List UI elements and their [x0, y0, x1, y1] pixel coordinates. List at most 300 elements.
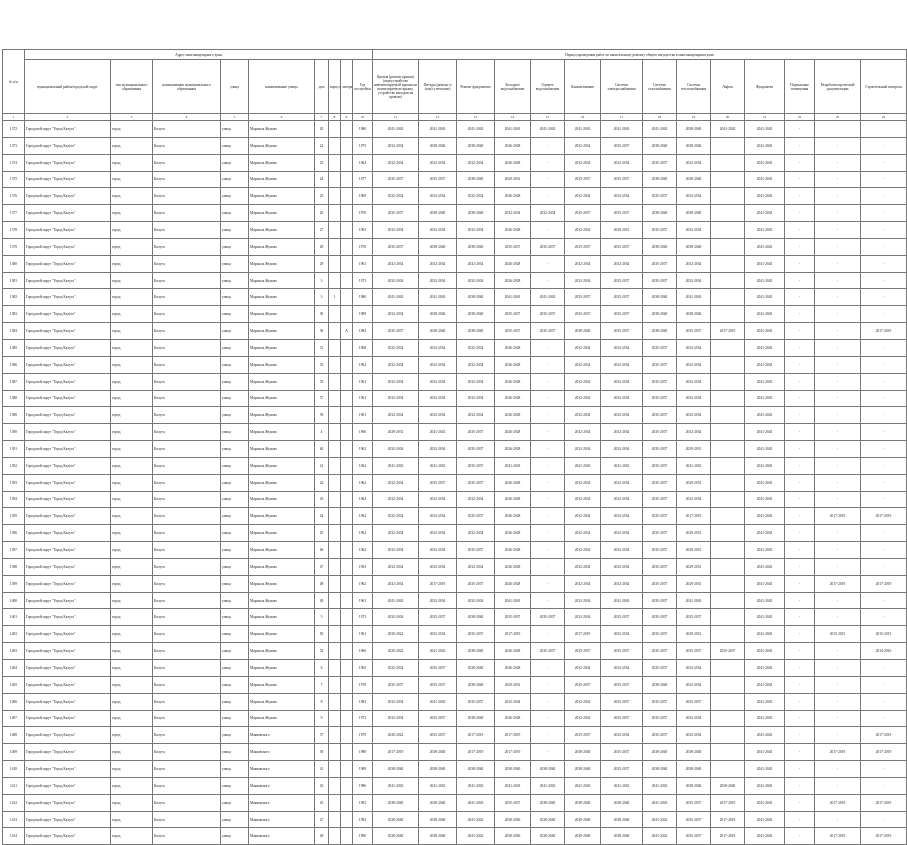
table-cell[interactable]: 2032-2034: [565, 407, 601, 424]
table-cell[interactable]: 2041-2043: [745, 811, 785, 828]
table-cell[interactable]: 2041-2043: [745, 828, 785, 845]
table-cell[interactable]: [329, 575, 341, 592]
table-cell[interactable]: Маршала Жукова: [249, 609, 315, 626]
table-cell[interactable]: 2038-2040: [419, 205, 457, 222]
table-cell[interactable]: 22: [315, 137, 329, 154]
table-cell[interactable]: [711, 373, 745, 390]
table-cell[interactable]: 2032-2034: [601, 626, 643, 643]
table-cell[interactable]: 2041-2043: [745, 558, 785, 575]
table-cell[interactable]: 2026-2028: [495, 356, 531, 373]
table-cell[interactable]: 2032-2034: [677, 188, 711, 205]
table-cell[interactable]: -: [785, 710, 815, 727]
table-cell[interactable]: Городской округ "Город Калуга": [25, 828, 111, 845]
table-cell[interactable]: 2035-2037: [601, 306, 643, 323]
table-cell[interactable]: 2032-2034: [601, 373, 643, 390]
table-cell[interactable]: 1407: [3, 710, 25, 727]
table-cell[interactable]: 2035-2037: [373, 238, 419, 255]
table-cell[interactable]: 1993: [353, 811, 373, 828]
table-cell[interactable]: [341, 390, 353, 407]
table-cell[interactable]: улица: [221, 491, 249, 508]
table-cell[interactable]: 2029-2031: [677, 558, 711, 575]
table-cell[interactable]: 2035-2037: [419, 676, 457, 693]
table-cell[interactable]: 2015-2015: [815, 626, 861, 643]
table-cell[interactable]: город: [111, 592, 153, 609]
table-cell[interactable]: 2035-2037: [677, 794, 711, 811]
table-cell[interactable]: 2041-2043: [745, 761, 785, 778]
table-row[interactable]: [3, 761, 907, 778]
table-cell[interactable]: 2041-2043: [745, 222, 785, 239]
table-cell[interactable]: улица: [221, 609, 249, 626]
table-cell[interactable]: Маршала Жукова: [249, 424, 315, 441]
table-cell[interactable]: [329, 407, 341, 424]
table-cell[interactable]: 2032-2034: [457, 154, 495, 171]
table-cell[interactable]: 2032-2034: [601, 558, 643, 575]
table-cell[interactable]: [329, 356, 341, 373]
table-cell[interactable]: Маяковского: [249, 727, 315, 744]
table-cell[interactable]: 1391: [3, 441, 25, 458]
table-cell[interactable]: Калуга: [153, 727, 221, 744]
table-cell[interactable]: 2038-2040: [419, 306, 457, 323]
table-cell[interactable]: 2041-2043: [745, 508, 785, 525]
table-cell[interactable]: 2026-2028: [495, 222, 531, 239]
table-cell[interactable]: 2035-2037: [565, 306, 601, 323]
table-cell[interactable]: -: [785, 154, 815, 171]
table-cell[interactable]: 2017-2019: [815, 794, 861, 811]
table-cell[interactable]: Калуга: [153, 222, 221, 239]
table-cell[interactable]: Городской округ "Город Калуга": [25, 441, 111, 458]
table-cell[interactable]: -: [785, 289, 815, 306]
table-cell[interactable]: 2032-2034: [601, 356, 643, 373]
table-cell[interactable]: 2041-2043: [745, 609, 785, 626]
table-cell[interactable]: [329, 592, 341, 609]
table-cell[interactable]: [329, 457, 341, 474]
table-cell[interactable]: 23: [315, 154, 329, 171]
table-cell[interactable]: 2035-2037: [643, 727, 677, 744]
table-cell[interactable]: 1989: [353, 306, 373, 323]
table-cell[interactable]: 1962: [353, 356, 373, 373]
table-cell[interactable]: 3: [315, 272, 329, 289]
table-cell[interactable]: 2032-2034: [419, 491, 457, 508]
table-cell[interactable]: [341, 828, 353, 845]
table-cell[interactable]: 41: [315, 457, 329, 474]
table-cell[interactable]: -: [531, 542, 565, 559]
table-cell[interactable]: Калуга: [153, 828, 221, 845]
table-cell[interactable]: 6: [315, 660, 329, 677]
table-cell[interactable]: 2032-2034: [373, 542, 419, 559]
table-cell[interactable]: 2035-2037: [677, 323, 711, 340]
table-cell[interactable]: [341, 289, 353, 306]
table-cell[interactable]: 2035-2037: [643, 339, 677, 356]
table-cell[interactable]: -: [785, 188, 815, 205]
table-cell[interactable]: улица: [221, 137, 249, 154]
table-cell[interactable]: -: [531, 222, 565, 239]
table-cell[interactable]: Маршала Жукова: [249, 373, 315, 390]
table-cell[interactable]: город: [111, 457, 153, 474]
table-cell[interactable]: 1411: [3, 777, 25, 794]
table-cell[interactable]: -: [861, 441, 907, 458]
table-row[interactable]: [3, 811, 907, 828]
table-cell[interactable]: улица: [221, 339, 249, 356]
table-cell[interactable]: город: [111, 171, 153, 188]
table-cell[interactable]: [341, 457, 353, 474]
table-cell[interactable]: [711, 272, 745, 289]
table-cell[interactable]: -: [785, 205, 815, 222]
table-cell[interactable]: город: [111, 744, 153, 761]
table-cell[interactable]: 2035-2037: [643, 491, 677, 508]
table-cell[interactable]: [329, 474, 341, 491]
table-cell[interactable]: 33: [315, 356, 329, 373]
table-cell[interactable]: 2041-2043: [745, 693, 785, 710]
table-cell[interactable]: 2017-2019: [677, 508, 711, 525]
table-cell[interactable]: 2038-2040: [677, 306, 711, 323]
table-cell[interactable]: 2035-2037: [643, 609, 677, 626]
table-cell[interactable]: [711, 575, 745, 592]
table-cell[interactable]: улица: [221, 794, 249, 811]
table-cell[interactable]: 2038-2040: [419, 761, 457, 778]
table-row[interactable]: [3, 289, 907, 306]
table-cell[interactable]: Калуга: [153, 306, 221, 323]
table-cell[interactable]: [329, 222, 341, 239]
table-cell[interactable]: [711, 609, 745, 626]
table-cell[interactable]: 1961: [353, 626, 373, 643]
table-cell[interactable]: [329, 390, 341, 407]
table-cell[interactable]: 49: [315, 828, 329, 845]
table-cell[interactable]: 2041-2043: [531, 777, 565, 794]
table-cell[interactable]: -: [531, 474, 565, 491]
table-cell[interactable]: 47: [315, 811, 329, 828]
table-cell[interactable]: 2041-2043: [457, 777, 495, 794]
table-cell[interactable]: [711, 205, 745, 222]
table-cell[interactable]: 2029-2031: [677, 542, 711, 559]
table-cell[interactable]: -: [815, 660, 861, 677]
table-cell[interactable]: город: [111, 643, 153, 660]
table-cell[interactable]: 2038-2040: [643, 323, 677, 340]
table-cell[interactable]: улица: [221, 306, 249, 323]
table-cell[interactable]: 2041-2043: [457, 121, 495, 138]
table-cell[interactable]: 2032-2034: [419, 592, 457, 609]
table-cell[interactable]: 2035-2037: [601, 238, 643, 255]
table-cell[interactable]: 2032-2034: [373, 188, 419, 205]
table-cell[interactable]: 48: [315, 575, 329, 592]
table-cell[interactable]: [711, 289, 745, 306]
table-cell[interactable]: -: [531, 525, 565, 542]
table-cell[interactable]: [329, 609, 341, 626]
table-cell[interactable]: 2038-2040: [711, 777, 745, 794]
table-cell[interactable]: 2029-2031: [677, 474, 711, 491]
table-cell[interactable]: 2032-2034: [419, 255, 457, 272]
table-cell[interactable]: 2032-2034: [419, 558, 457, 575]
table-cell[interactable]: 1966: [353, 643, 373, 660]
table-cell[interactable]: -: [815, 390, 861, 407]
table-cell[interactable]: 2032-2034: [601, 424, 643, 441]
table-cell[interactable]: [341, 491, 353, 508]
table-cell[interactable]: 2017-2019: [457, 744, 495, 761]
table-cell[interactable]: 2014-2016: [861, 643, 907, 660]
table-cell[interactable]: 2032-2034: [373, 137, 419, 154]
table-cell[interactable]: 2032-2034: [373, 390, 419, 407]
table-cell[interactable]: -: [815, 457, 861, 474]
table-cell[interactable]: [329, 660, 341, 677]
table-cell[interactable]: 27: [315, 222, 329, 239]
table-cell[interactable]: 2032-2034: [565, 575, 601, 592]
table-cell[interactable]: улица: [221, 289, 249, 306]
table-cell[interactable]: 2017-2019: [419, 575, 457, 592]
table-cell[interactable]: 52: [315, 643, 329, 660]
table-cell[interactable]: [341, 154, 353, 171]
table-cell[interactable]: 1377: [3, 205, 25, 222]
table-cell[interactable]: -: [531, 744, 565, 761]
table-cell[interactable]: 2032-2034: [419, 525, 457, 542]
table-cell[interactable]: 1372: [3, 121, 25, 138]
table-cell[interactable]: Городской округ "Город Калуга": [25, 575, 111, 592]
table-cell[interactable]: 2038-2040: [643, 676, 677, 693]
table-cell[interactable]: 2038-2040: [643, 205, 677, 222]
table-cell[interactable]: 2038-2040: [677, 205, 711, 222]
table-cell[interactable]: -: [861, 491, 907, 508]
table-cell[interactable]: 2035-2037: [531, 643, 565, 660]
table-cell[interactable]: -: [531, 491, 565, 508]
table-cell[interactable]: -: [815, 373, 861, 390]
table-cell[interactable]: 1381: [3, 272, 25, 289]
table-cell[interactable]: 1964: [353, 154, 373, 171]
table-cell[interactable]: -: [785, 660, 815, 677]
table-cell[interactable]: 1962: [353, 441, 373, 458]
table-cell[interactable]: 2038-2040: [677, 744, 711, 761]
table-cell[interactable]: 2038-2040: [643, 137, 677, 154]
table-cell[interactable]: 2035-2037: [419, 710, 457, 727]
table-cell[interactable]: 2041-2043: [745, 727, 785, 744]
table-cell[interactable]: [711, 238, 745, 255]
table-cell[interactable]: 1406: [3, 693, 25, 710]
table-cell[interactable]: улица: [221, 373, 249, 390]
table-cell[interactable]: -: [531, 441, 565, 458]
table-cell[interactable]: 2032-2034: [601, 660, 643, 677]
table-cell[interactable]: 2035-2037: [457, 508, 495, 525]
table-cell[interactable]: 2017-2019: [495, 744, 531, 761]
table-cell[interactable]: Маршала Жукова: [249, 188, 315, 205]
table-cell[interactable]: 39: [315, 744, 329, 761]
table-cell[interactable]: Калуга: [153, 508, 221, 525]
table-cell[interactable]: 2038-2040: [643, 744, 677, 761]
table-cell[interactable]: 2032-2034: [677, 255, 711, 272]
table-cell[interactable]: 1379: [3, 238, 25, 255]
table-cell[interactable]: 2041-2043: [745, 373, 785, 390]
table-cell[interactable]: 28: [315, 238, 329, 255]
table-cell[interactable]: Городской округ "Город Калуга": [25, 356, 111, 373]
table-cell[interactable]: Маяковского: [249, 811, 315, 828]
table-cell[interactable]: [329, 525, 341, 542]
table-cell[interactable]: [711, 727, 745, 744]
table-cell[interactable]: 2026-2028: [495, 255, 531, 272]
table-cell[interactable]: -: [815, 491, 861, 508]
table-cell[interactable]: 1980: [353, 121, 373, 138]
table-cell[interactable]: 1988: [353, 744, 373, 761]
table-cell[interactable]: 1413: [3, 811, 25, 828]
table-cell[interactable]: Маршала Жукова: [249, 592, 315, 609]
table-cell[interactable]: город: [111, 558, 153, 575]
table-cell[interactable]: 2029-2031: [495, 171, 531, 188]
table-cell[interactable]: [711, 474, 745, 491]
table-cell[interactable]: улица: [221, 592, 249, 609]
table-cell[interactable]: улица: [221, 424, 249, 441]
table-cell[interactable]: -: [785, 339, 815, 356]
table-cell[interactable]: 1390: [3, 424, 25, 441]
table-cell[interactable]: [329, 323, 341, 340]
table-cell[interactable]: Калуга: [153, 390, 221, 407]
table-row[interactable]: [3, 255, 907, 272]
table-cell[interactable]: -: [531, 339, 565, 356]
table-cell[interactable]: -: [785, 676, 815, 693]
table-cell[interactable]: 1976: [353, 238, 373, 255]
table-cell[interactable]: 1975: [353, 137, 373, 154]
table-row[interactable]: [3, 238, 907, 255]
table-cell[interactable]: 2032-2034: [373, 373, 419, 390]
table-cell[interactable]: Калуга: [153, 542, 221, 559]
table-cell[interactable]: 1396: [3, 525, 25, 542]
table-cell[interactable]: -: [815, 761, 861, 778]
table-cell[interactable]: город: [111, 441, 153, 458]
table-cell[interactable]: 43: [315, 777, 329, 794]
table-cell[interactable]: -: [531, 457, 565, 474]
table-cell[interactable]: улица: [221, 828, 249, 845]
table-cell[interactable]: 1384: [3, 323, 25, 340]
table-cell[interactable]: 1963: [353, 558, 373, 575]
table-cell[interactable]: -: [815, 323, 861, 340]
table-cell[interactable]: 2041-2043: [419, 424, 457, 441]
table-cell[interactable]: 2015-2015: [861, 626, 907, 643]
table-cell[interactable]: 2041-2043: [745, 474, 785, 491]
table-cell[interactable]: 2035-2037: [643, 542, 677, 559]
table-cell[interactable]: 2017-2019: [861, 727, 907, 744]
table-cell[interactable]: 2032-2034: [601, 491, 643, 508]
table-cell[interactable]: Маршала Жукова: [249, 457, 315, 474]
table-cell[interactable]: Маяковского: [249, 761, 315, 778]
table-cell[interactable]: Маршала Жукова: [249, 289, 315, 306]
table-row[interactable]: [3, 542, 907, 559]
table-cell[interactable]: 1394: [3, 491, 25, 508]
table-cell[interactable]: -: [861, 238, 907, 255]
table-cell[interactable]: 2035-2037: [601, 710, 643, 727]
table-cell[interactable]: [329, 171, 341, 188]
table-cell[interactable]: 2038-2040: [601, 811, 643, 828]
table-cell[interactable]: 2029-2031: [677, 626, 711, 643]
table-cell[interactable]: Городской округ "Город Калуга": [25, 542, 111, 559]
table-cell[interactable]: Калуга: [153, 339, 221, 356]
table-cell[interactable]: 24: [315, 171, 329, 188]
table-cell[interactable]: 2017-2019: [565, 626, 601, 643]
table-cell[interactable]: -: [861, 710, 907, 727]
table-cell[interactable]: 2032-2034: [495, 693, 531, 710]
table-cell[interactable]: -: [815, 306, 861, 323]
table-cell[interactable]: 2038-2040: [531, 761, 565, 778]
table-cell[interactable]: 2038-2040: [457, 306, 495, 323]
table-cell[interactable]: 2041-2043: [419, 289, 457, 306]
table-cell[interactable]: Городской округ "Город Калуга": [25, 121, 111, 138]
table-cell[interactable]: -: [815, 643, 861, 660]
table-cell[interactable]: [341, 474, 353, 491]
table-cell[interactable]: 2017-2019: [815, 575, 861, 592]
table-cell[interactable]: [329, 272, 341, 289]
table-cell[interactable]: -: [785, 474, 815, 491]
table-cell[interactable]: -: [861, 154, 907, 171]
table-cell[interactable]: 2038-2040: [457, 710, 495, 727]
table-cell[interactable]: 1992: [353, 794, 373, 811]
table-cell[interactable]: -: [785, 693, 815, 710]
table-cell[interactable]: -: [785, 542, 815, 559]
table-cell[interactable]: 2041-2043: [419, 643, 457, 660]
table-cell[interactable]: 2035-2037: [643, 356, 677, 373]
table-cell[interactable]: 2041-2043: [745, 592, 785, 609]
table-cell[interactable]: улица: [221, 457, 249, 474]
table-cell[interactable]: Калуга: [153, 424, 221, 441]
table-cell[interactable]: -: [861, 289, 907, 306]
table-cell[interactable]: Калуга: [153, 777, 221, 794]
table-cell[interactable]: Городской округ "Город Калуга": [25, 255, 111, 272]
table-cell[interactable]: -: [785, 626, 815, 643]
table-cell[interactable]: -: [531, 171, 565, 188]
table-cell[interactable]: 2035-2037: [643, 222, 677, 239]
table-cell[interactable]: 2032-2034: [419, 626, 457, 643]
table-cell[interactable]: 4: [315, 424, 329, 441]
table-cell[interactable]: Маршала Жукова: [249, 306, 315, 323]
table-cell[interactable]: 2035-2037: [643, 188, 677, 205]
table-cell[interactable]: 2041-2043: [745, 794, 785, 811]
table-cell[interactable]: Маршала Жукова: [249, 356, 315, 373]
table-cell[interactable]: Калуга: [153, 660, 221, 677]
table-cell[interactable]: 2035-2037: [643, 474, 677, 491]
table-cell[interactable]: 2038-2040: [457, 676, 495, 693]
table-cell[interactable]: 1400: [3, 592, 25, 609]
table-cell[interactable]: 2032-2034: [373, 306, 419, 323]
table-cell[interactable]: 2035-2037: [711, 643, 745, 660]
table-cell[interactable]: Калуга: [153, 188, 221, 205]
table-cell[interactable]: [329, 306, 341, 323]
table-cell[interactable]: 2032-2034: [419, 222, 457, 239]
table-cell[interactable]: 2029-2031: [601, 222, 643, 239]
table-cell[interactable]: [711, 339, 745, 356]
table-row[interactable]: [3, 710, 907, 727]
table-row[interactable]: [3, 457, 907, 474]
table-cell[interactable]: 2032-2034: [373, 441, 419, 458]
table-row[interactable]: [3, 693, 907, 710]
table-cell[interactable]: 2032-2034: [457, 592, 495, 609]
table-cell[interactable]: Городской округ "Город Калуга": [25, 508, 111, 525]
table-cell[interactable]: [711, 626, 745, 643]
table-cell[interactable]: 2032-2034: [565, 474, 601, 491]
table-cell[interactable]: 2041-2043: [745, 441, 785, 458]
table-cell[interactable]: 2038-2040: [643, 761, 677, 778]
table-cell[interactable]: 2038-2040: [643, 306, 677, 323]
table-cell[interactable]: Городской округ "Город Калуга": [25, 777, 111, 794]
table-cell[interactable]: Калуга: [153, 137, 221, 154]
table-row[interactable]: [3, 491, 907, 508]
table-cell[interactable]: 2035-2037: [457, 693, 495, 710]
table-row[interactable]: [3, 794, 907, 811]
table-cell[interactable]: [329, 121, 341, 138]
table-cell[interactable]: Калуга: [153, 609, 221, 626]
table-cell[interactable]: 2041-2043: [745, 121, 785, 138]
table-cell[interactable]: -: [785, 727, 815, 744]
table-cell[interactable]: улица: [221, 761, 249, 778]
table-cell[interactable]: 2041-2043: [643, 794, 677, 811]
table-cell[interactable]: 2041-2043: [643, 121, 677, 138]
table-cell[interactable]: [341, 660, 353, 677]
table-cell[interactable]: Калуга: [153, 171, 221, 188]
table-cell[interactable]: 2041-2043: [745, 457, 785, 474]
table-cell[interactable]: 2038-2040: [531, 811, 565, 828]
table-cell[interactable]: 1984: [353, 323, 373, 340]
table-cell[interactable]: Маяковского: [249, 828, 315, 845]
